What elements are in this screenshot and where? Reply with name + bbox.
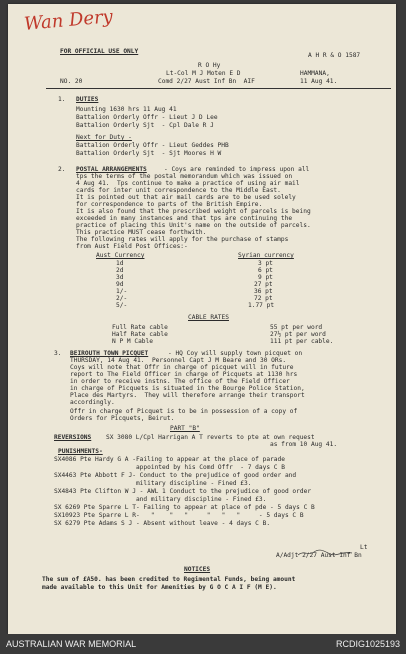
punishment-line-4: SX4843 Pte Clifton W J - AWL 1 Conduct to the prejudice of good order xyxy=(54,488,312,495)
syr-rate-2: 9 pt xyxy=(258,274,273,281)
aust-rate-1: 2d xyxy=(116,267,124,274)
sec1-line-1: Mounting 1630 hrs 11 Aug 41 xyxy=(76,106,177,113)
sec3-text-1: THURSDAY, 14 Aug 41. Personnel Capt J M Beare and 30 ORs. xyxy=(70,357,287,364)
sec2-text-9: This practice MUST cease forthwith. xyxy=(76,229,207,236)
syr-rate-3: 27 pt xyxy=(254,281,273,288)
sec1-title: DUTIES xyxy=(76,96,99,103)
sec1-next-label: Next for Duty - xyxy=(76,134,132,141)
signoff-role: A/Adjt 2/27 Aust Inf Bn xyxy=(276,552,362,559)
sec3-text-8: Offr in charge of Picquet is to be in possession of a copy of xyxy=(70,408,298,415)
punishment-line-2: SX4463 Pte Abbott F J- Conduct to the prejudice of good order and xyxy=(54,472,297,479)
date: 11 Aug 41. xyxy=(300,78,338,85)
aust-rate-3: 9d xyxy=(116,281,124,288)
syrian-currency-title: Syrian currency xyxy=(238,252,294,259)
reference-number: A H R & O 1587 xyxy=(308,52,361,59)
cable-type-0: Full Rate cable xyxy=(112,324,168,331)
sec2-title: POSTAL ARRANGEMENTS xyxy=(76,166,147,173)
commander-line: Lt-Col M J Moten E D xyxy=(166,70,241,77)
sec2-text-11: from Aust Field Post Offices:- xyxy=(76,243,188,250)
cable-rate-0: 55 pt per word xyxy=(270,324,323,331)
sec2-text-6: It is also found that the prescribed weight of parcels is being xyxy=(76,208,311,215)
aust-currency-title: Aust Currency xyxy=(96,252,145,259)
syr-rate-1: 6 pt xyxy=(258,267,273,274)
sec3-text-7: accordingly. xyxy=(70,399,115,406)
cable-type-2: N P M Cable xyxy=(112,338,153,345)
sec3-text-4: in order to receive instns. The office of the Field Officer xyxy=(70,378,290,385)
archive-id: RCDIG1025193 xyxy=(335,639,400,649)
sec1-number: 1. xyxy=(58,96,66,103)
punishment-line-3: military discipline - Fined £3. xyxy=(54,480,252,487)
sec3-title: BEIROUTH TOWN PICQUET xyxy=(70,350,149,357)
header-rule xyxy=(46,88,391,89)
syr-rate-5: 72 pt xyxy=(254,295,273,302)
sec2-text-1: tps the terms of the postal memorandum which was issued on xyxy=(76,173,293,180)
sec3-text-5: in charge of Picquets is situated in the Bourge Police Station, xyxy=(70,385,305,392)
document-page xyxy=(8,4,396,634)
sec3-number: 3. xyxy=(54,350,62,357)
reversions-text: SX 3080 L/Cpl Harrigan A T reverts to pte at own request xyxy=(106,434,315,441)
sec2-text-2: 4 Aug 41. Tps continue to make a practice of using air mail xyxy=(76,180,300,187)
sec1-line-5: Battalion Orderly Sjt - Sjt Moores H W xyxy=(76,150,222,157)
punishment-line-6: SX 6269 Pte Sparre L T- Failing to appear at place of pde - 5 days C B xyxy=(54,504,315,511)
notices-line-1: The sum of £A50. has been credited to Regimental Funds, being amount xyxy=(42,576,296,583)
aust-rate-4: 1/- xyxy=(116,288,128,295)
sec3-text-9: Orders for Picquets, Beirut. xyxy=(70,415,175,422)
sec3-text-0: - HQ Coy will supply town picquet on xyxy=(168,350,303,357)
sec3-text-2: Coys will note that Offr in charge of picquet will in future xyxy=(70,364,294,371)
notices-title: NOTICES xyxy=(184,566,211,573)
punishment-line-7: SX10923 Pte Sparre L R- " " " " " " - 5 days C B xyxy=(54,512,304,519)
sec2-text-5: for correspondence to parts of the British Empire. xyxy=(76,201,263,208)
sec1-line-2: Battalion Orderly Offr - Lieut J D Lee xyxy=(76,114,218,121)
archive-footer xyxy=(0,634,406,654)
notices-line-2: made available to this Unit for Amenities by G O C A I F (M E). xyxy=(42,584,277,591)
sec2-text-8: practice of placing this Unit's name on the outside of parcels. xyxy=(76,222,311,229)
punishments-title: PUNISHMENTS- xyxy=(58,448,103,455)
sec1-line-3: Battalion Orderly Sjt - Cpl Dale R J xyxy=(76,122,214,129)
unit-line-1: R O Hy xyxy=(198,62,221,69)
cable-type-1: Half Rate cable xyxy=(112,331,168,338)
signoff-name: Lt xyxy=(360,544,368,551)
sec3-text-6: Place des Martyrs. They will therefore arrange their transport xyxy=(70,392,305,399)
aust-rate-2: 3d xyxy=(116,274,124,281)
syr-rate-0: 3 pt xyxy=(258,260,273,267)
sec2-number: 2. xyxy=(58,166,66,173)
cable-rate-2: 111 pt per cable. xyxy=(270,338,334,345)
aust-rate-6: 5/- xyxy=(116,302,128,309)
archive-name: AUSTRALIAN WAR MEMORIAL xyxy=(6,639,137,649)
aust-rate-0: 1d xyxy=(116,260,124,267)
part-b-heading: PART "B" xyxy=(170,425,200,432)
syr-rate-4: 36 pt xyxy=(254,288,273,295)
sec3-text-3: report to The Field Officer in charge of Picquets at 1130 hrs xyxy=(70,371,298,378)
order-number: NO. 20 xyxy=(60,78,83,85)
reversions-text-2: as from 10 Aug 41. xyxy=(270,441,338,448)
unit-line-2: Comd 2/27 Aust Inf Bn AIF xyxy=(158,78,255,85)
reversions-title: REVERSIONS xyxy=(54,434,92,441)
sec2-text-0: - Coys are reminded to impress upon all xyxy=(164,166,310,173)
sec2-text-7: exceeded in many instances and that tps are continuing the xyxy=(76,215,293,222)
adjutant-signature xyxy=(296,542,356,550)
sec2-text-4: It is pointed out that air mail cards are to be used solely xyxy=(76,194,296,201)
handwritten-signature: Wan Dery xyxy=(23,6,114,35)
sec1-line-4: Battalion Orderly Offr - Lieut Geddes PHB xyxy=(76,142,229,149)
cable-rate-1: 27½ pt per word xyxy=(270,331,326,338)
aust-rate-5: 2/- xyxy=(116,295,128,302)
syr-rate-6: 1.77 pt xyxy=(248,302,275,309)
punishment-line-8: SX 6279 Pte Adams S J - Absent without leave - 4 days C B. xyxy=(54,520,271,527)
punishment-line-0: SX4086 Pte Hardy G A -Failing to appear at the place of parade xyxy=(54,456,285,463)
punishment-line-1: appointed by his Comd Offr - 7 days C B xyxy=(54,464,285,471)
sec2-text-3: cards for inter unit correspondence to the Middle East. xyxy=(76,187,281,194)
punishment-line-5: and military discipline - Fined £3. xyxy=(54,496,267,503)
place: HAMMANA, xyxy=(300,70,330,77)
sec2-text-10: The following rates will apply for the purchase of stamps xyxy=(76,236,289,243)
official-use-label: FOR OFFICIAL USE ONLY xyxy=(60,48,139,55)
cable-rates-title: CABLE RATES xyxy=(188,314,229,321)
